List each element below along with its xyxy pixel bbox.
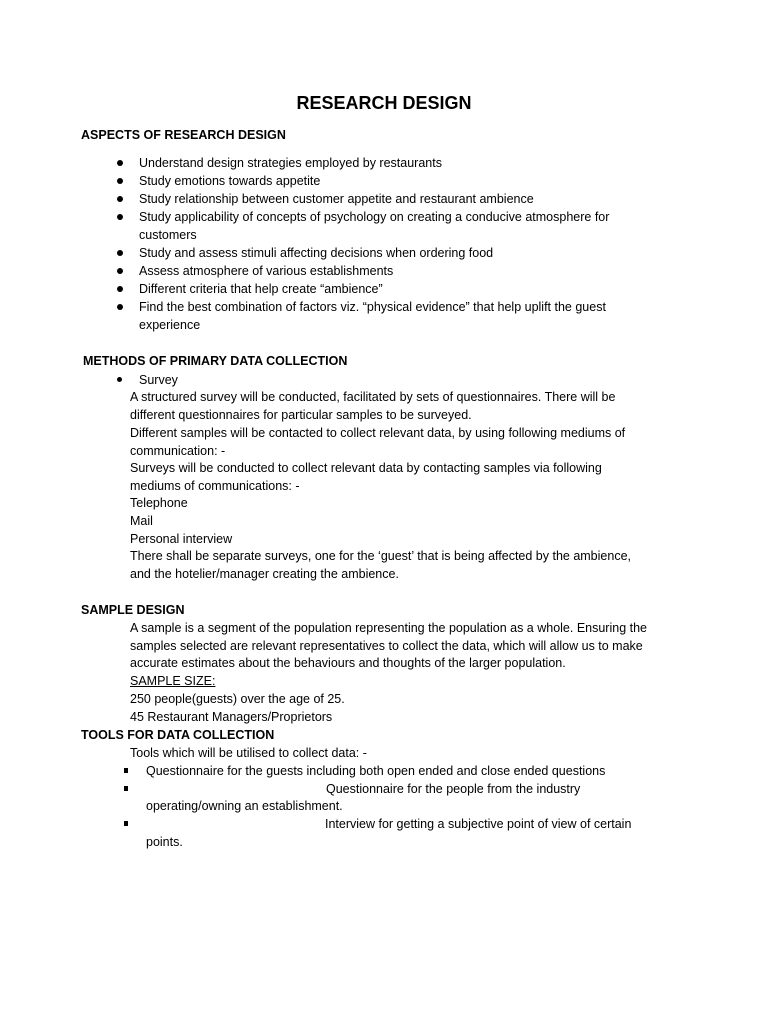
survey-bullet: Survey [139, 373, 178, 387]
bullet-dot-icon [117, 268, 123, 274]
bullet-dot-icon [117, 304, 123, 310]
methods-text-line: communication: - [130, 444, 226, 458]
square-bullet-icon [124, 786, 128, 791]
methods-text-line: different questionnaires for particular samples to be surveyed. [130, 408, 472, 422]
bullet-dot-icon [117, 160, 123, 166]
tools-intro: Tools which will be utilised to collect data: - [130, 746, 367, 760]
methods-text-line: A structured survey will be conducted, facilitated by sets of questionnaires. There will be [130, 390, 616, 404]
bullet-dot-icon [117, 178, 123, 184]
aspect-item: Study relationship between customer appetite and restaurant ambience [139, 192, 534, 206]
aspect-item: Find the best combination of factors viz. “physical evidence” that help uplift the guest [139, 300, 606, 314]
bullet-dot-icon [117, 214, 123, 220]
square-bullet-icon [124, 768, 128, 773]
aspect-item: Different criteria that help create “ambience” [139, 282, 383, 296]
bullet-dot-icon [117, 286, 123, 292]
methods-text-line: Telephone [130, 496, 188, 510]
aspect-item: Assess atmosphere of various establishments [139, 264, 394, 278]
tools-item-continuation: operating/owning an establishment. [146, 799, 343, 813]
methods-text-line: Personal interview [130, 532, 233, 546]
methods-text-line: and the hotelier/manager creating the ambience. [130, 567, 399, 581]
methods-text-line: Mail [130, 514, 153, 528]
bullet-dot-icon [117, 250, 123, 256]
sample-text-line: samples selected are relevant representatives to collect the data, which will allow us to make [130, 639, 643, 653]
sample-size-label: SAMPLE SIZE: [130, 674, 216, 688]
aspect-item: Study emotions towards appetite [139, 174, 321, 188]
aspect-item-continuation: experience [139, 318, 201, 332]
aspect-item-continuation: customers [139, 228, 197, 242]
methods-text-line: mediums of communications: - [130, 479, 300, 493]
tools-item: Questionnaire for the guests including both open ended and close ended questions [146, 764, 606, 778]
aspect-item: Study and assess stimuli affecting decisions when ordering food [139, 246, 494, 260]
bullet-dot-icon [117, 377, 122, 382]
sample-size-line: 45 Restaurant Managers/Proprietors [130, 710, 333, 724]
methods-heading: METHODS OF PRIMARY DATA COLLECTION [83, 354, 348, 368]
aspects-heading: ASPECTS OF RESEARCH DESIGN [81, 128, 286, 142]
aspect-item: Study applicability of concepts of psychology on creating a conducive atmosphere for [139, 210, 610, 224]
page-title: RESEARCH DESIGN [296, 93, 472, 113]
tools-item: Questionnaire for the people from the industry [326, 782, 581, 796]
sample-text-line: accurate estimates about the behaviours and thoughts of the larger population. [130, 656, 566, 670]
tools-heading: TOOLS FOR DATA COLLECTION [81, 728, 275, 742]
sample-text-line: A sample is a segment of the population representing the population as a whole. Ensuring the [130, 621, 648, 635]
tools-item-continuation: points. [146, 835, 183, 849]
aspect-item: Understand design strategies employed by restaurants [139, 156, 442, 170]
methods-text-line: Surveys will be conducted to collect relevant data by contacting samples via following [130, 461, 602, 475]
sample-size-line: 250 people(guests) over the age of 25. [130, 692, 345, 706]
bullet-dot-icon [117, 196, 123, 202]
tools-item: Interview for getting a subjective point of view of certain [325, 817, 632, 831]
methods-text-line: There shall be separate surveys, one for the ‘guest’ that is being affected by the ambience, [130, 549, 631, 563]
square-bullet-icon [124, 821, 128, 826]
sample-heading: SAMPLE DESIGN [81, 603, 185, 617]
methods-text-line: Different samples will be contacted to collect relevant data, by using following mediums of [130, 426, 626, 440]
